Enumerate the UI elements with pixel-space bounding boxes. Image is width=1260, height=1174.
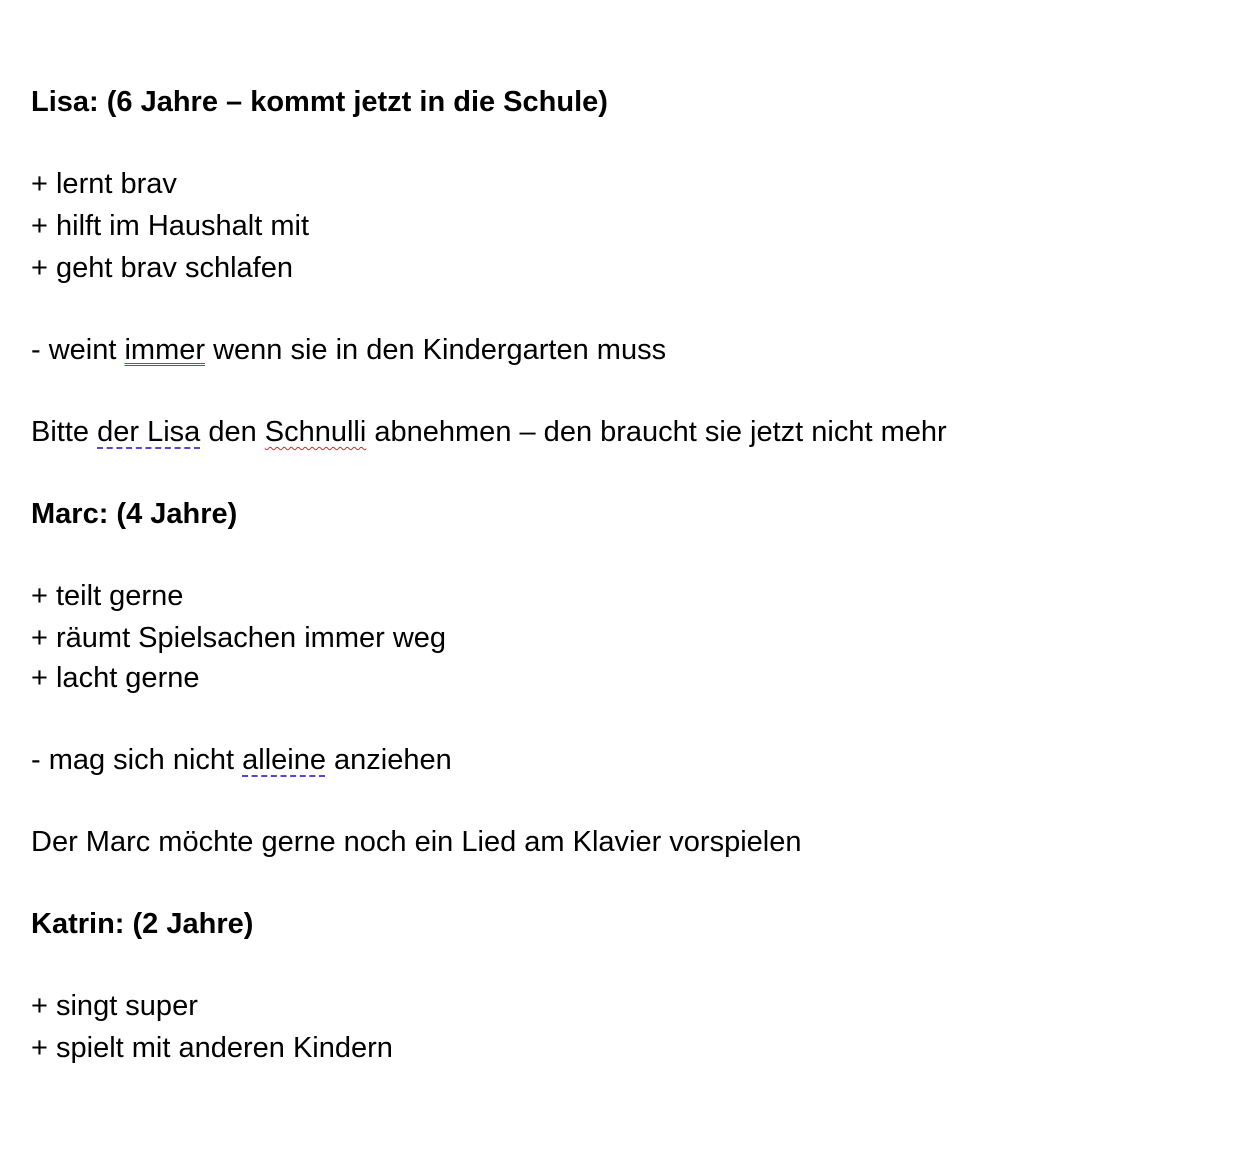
- minus-item: [31, 330, 666, 370]
- plus-item: + spielt mit anderen Kindern: [31, 1032, 393, 1064]
- grammar-flagged-phrase[interactable]: der Lisa: [97, 416, 201, 448]
- minus-text: anziehen: [325, 744, 452, 776]
- note-text: den: [200, 416, 265, 448]
- note-line: Der Marc möchte gerne noch ein Lied am Klavier vorspielen: [31, 826, 802, 858]
- plus-item: + teilt gerne: [31, 580, 184, 612]
- plus-item: + geht brav schlafen: [31, 252, 293, 284]
- minus-item: [31, 740, 452, 780]
- plus-item: + singt super: [31, 990, 198, 1022]
- note-text: abnehmen – den braucht sie jetzt nicht mehr: [366, 416, 947, 448]
- section-heading-marc: Marc: (4 Jahre): [31, 498, 238, 530]
- spelling-flagged-word[interactable]: Schnulli: [264, 416, 367, 448]
- section-heading-katrin: Katrin: (2 Jahre): [31, 908, 254, 940]
- section-heading-lisa: Lisa: (6 Jahre – kommt jetzt in die Schule): [31, 86, 608, 118]
- plus-item: + hilft im Haushalt mit: [31, 210, 310, 242]
- minus-text: wenn sie in den Kindergarten muss: [205, 334, 667, 366]
- double-underlined-word[interactable]: immer: [124, 334, 206, 366]
- minus-text: - weint: [31, 334, 125, 366]
- minus-text: - mag sich nicht: [31, 744, 243, 776]
- note-text: Bitte: [31, 416, 98, 448]
- grammar-flagged-word[interactable]: alleine: [242, 744, 326, 776]
- note-line: [31, 412, 947, 452]
- plus-item: + lernt brav: [31, 168, 177, 200]
- plus-item: + lacht gerne: [31, 662, 200, 694]
- plus-item: + räumt Spielsachen immer weg: [31, 622, 447, 654]
